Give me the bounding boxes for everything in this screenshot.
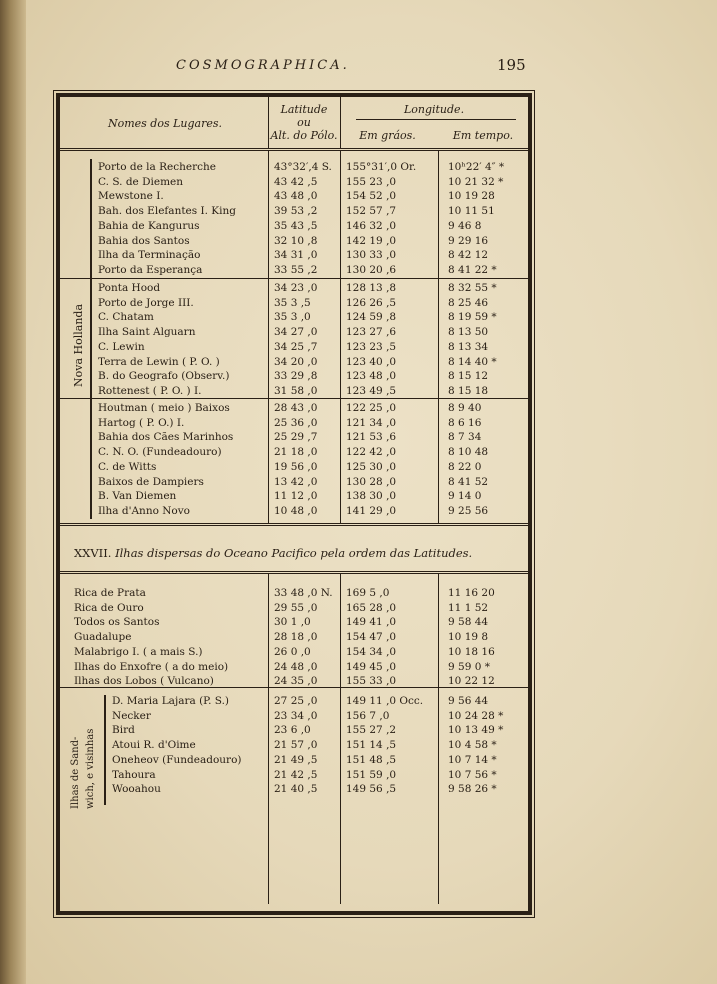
table-row [60,161,528,177]
place-name: Guadalupe [74,631,132,644]
header-em-graos: Em gráos. [359,129,416,142]
table-row [60,176,528,192]
longitude-time-cell: 9 29 16 [448,234,489,247]
longitude-time-cell: 8 22 0 [448,460,482,473]
table-row [60,631,528,647]
longitude-degrees-cell: 156 7 ,0 [346,709,390,722]
latitude-cell: 39 53 ,2 [274,205,318,218]
page-number: 195 [497,56,526,74]
place-name: Malabrigo I. ( a mais S.) [74,645,203,658]
latitude-cell: 34 31 ,0 [274,249,318,262]
latitude-cell: 28 43 ,0 [274,402,318,414]
place-name: Bah. dos Elefantes I. King [98,205,236,218]
header-alt-polo: Alt. do Pólo. [270,129,338,142]
latitude-cell: 34 27 ,0 [274,326,318,339]
latitude-cell: 43 48 ,0 [274,190,318,203]
longitude-degrees-cell: 149 11 ,0 Occ. [346,695,424,707]
latitude-cell: 43°32′,4 S. [274,161,332,173]
place-name: Atoui R. d'Oime [112,739,196,752]
longitude-time-cell: 9 59 0 * [448,660,490,673]
longitude-degrees-cell: 121 53 ,6 [346,431,397,444]
longitude-degrees-cell: 123 49 ,5 [346,384,397,397]
longitude-degrees-cell: 146 32 ,0 [346,219,397,232]
table-row [60,754,528,770]
latitude-cell: 23 34 ,0 [274,709,318,722]
longitude-time-cell: 8 13 50 [448,326,489,339]
header-ou: ou [297,116,311,129]
place-name: Porto da Esperança [98,263,203,276]
table-row [60,220,528,236]
section-number: XXVII. [74,546,112,560]
table-row [60,675,528,691]
latitude-cell: 43 42 ,5 [274,175,318,188]
table-row [60,461,528,477]
place-name: C. de Witts [98,460,157,473]
longitude-time-cell: 10 11 51 [448,205,495,218]
table-row [60,205,528,221]
table-row [60,431,528,447]
longitude-degrees-cell: 138 30 ,0 [346,490,397,503]
longitude-time-cell: 8 15 18 [448,384,489,397]
longitude-time-cell: 11 16 20 [448,587,495,599]
longitude-time-cell: 8 6 16 [448,416,482,429]
place-name: Ilha da Terminação [98,249,201,262]
longitude-degrees-cell: 130 28 ,0 [346,475,397,488]
longitude-time-cell: 8 41 52 [448,475,489,488]
place-name: Rottenest ( P. O. ) I. [98,384,202,397]
table-row [60,710,528,726]
place-name: Bahia dos Santos [98,234,190,247]
table-row [60,297,528,313]
latitude-cell: 21 49 ,5 [274,753,318,766]
longitude-time-cell: 10 7 14 * [448,753,497,766]
longitude-degrees-cell: 123 40 ,0 [346,355,397,368]
longitude-time-cell: 10 19 28 [448,190,495,203]
longitude-time-cell: 9 58 26 * [448,783,497,796]
table-row [60,446,528,462]
table-row [60,783,528,799]
place-name: Bahia dos Cães Marinhos [98,431,234,444]
place-name: B. do Geografo (Observ.) [98,370,230,383]
place-name: C. Lewin [98,340,145,353]
longitude-degrees-cell: 149 56 ,5 [346,783,397,796]
group-label-sandwich-2: wich, e visinhas [85,728,96,809]
latitude-cell: 21 18 ,0 [274,446,318,459]
longitude-time-cell: 10 18 16 [448,645,495,658]
place-name: C. Chatam [98,311,154,324]
group-label-nova-hollanda: Nova Hollanda [72,303,85,387]
latitude-cell: 33 29 ,8 [274,370,318,383]
longitude-time-cell: 9 58 44 [448,616,489,629]
table-row [60,769,528,785]
table-row [60,739,528,755]
longitude-degrees-cell: 154 47 ,0 [346,631,397,644]
longitude-time-cell: 8 10 48 [448,446,489,459]
header-latitude: Latitude [280,103,328,116]
longitude-degrees-cell: 155°31′,0 Or. [346,161,417,173]
latitude-cell: 35 3 ,5 [274,296,311,309]
longitude-time-cell: 8 14 40 * [448,355,497,368]
table-row [60,190,528,206]
longitude-degrees-cell: 123 48 ,0 [346,370,397,383]
longitude-time-cell: 9 25 56 [448,504,489,517]
longitude-degrees-cell: 154 52 ,0 [346,190,397,203]
latitude-cell: 29 55 ,0 [274,601,318,614]
longitude-degrees-cell: 130 20 ,6 [346,263,397,276]
longitude-time-cell: 10 7 56 * [448,768,497,781]
place-name: D. Maria Lajara (P. S.) [112,695,230,707]
longitude-degrees-cell: 122 42 ,0 [346,446,397,459]
latitude-cell: 21 57 ,0 [274,739,318,752]
latitude-cell: 21 40 ,5 [274,783,318,796]
longitude-degrees-cell: 149 45 ,0 [346,660,397,673]
place-name: Rica de Prata [74,587,146,599]
latitude-cell: 34 25 ,7 [274,340,318,353]
longitude-degrees-cell: 149 41 ,0 [346,616,397,629]
table-row [60,616,528,632]
place-name: Ilhas dos Lobos ( Vulcano) [74,675,214,688]
latitude-cell: 34 20 ,0 [274,355,318,368]
latitude-cell: 11 12 ,0 [274,490,318,503]
longitude-time-cell: 9 14 0 [448,490,482,503]
place-name: Todos os Santos [74,616,160,629]
place-name: Mewstone I. [98,190,164,203]
latitude-cell: 28 18 ,0 [274,631,318,644]
place-name: Tahoura [112,768,156,781]
header-longitude: Longitude. [403,103,465,116]
table-row [60,490,528,506]
longitude-degrees-cell: 121 34 ,0 [346,416,397,429]
latitude-cell: 24 48 ,0 [274,660,318,673]
longitude-degrees-cell: 151 59 ,0 [346,768,397,781]
longitude-degrees-cell: 123 27 ,6 [346,326,397,339]
longitude-degrees-cell: 128 13 ,8 [346,282,397,294]
place-name: Hartog ( P. O.) I. [98,416,185,429]
longitude-time-cell: 8 7 34 [448,431,482,444]
running-head: COSMOGRAPHICA. [176,58,350,73]
latitude-cell: 10 48 ,0 [274,504,318,517]
table-row [60,264,528,280]
longitude-time-cell: 9 46 8 [448,219,482,232]
longitude-time-cell: 9 56 44 [448,695,489,707]
place-name: B. Van Diemen [98,490,177,503]
longitude-time-cell: 10 21 32 * [448,175,504,188]
place-name: Ilha d'Anno Novo [98,504,191,517]
latitude-cell: 34 23 ,0 [274,282,318,294]
longitude-degrees-cell: 154 34 ,0 [346,645,397,658]
longitude-degrees-cell: 141 29 ,0 [346,504,397,517]
header-em-tempo: Em tempo. [452,129,514,142]
longitude-degrees-cell: 169 5 ,0 [346,587,390,599]
latitude-cell: 31 58 ,0 [274,384,318,397]
latitude-cell: 35 43 ,5 [274,219,318,232]
place-name: Bird [112,724,135,737]
longitude-time-cell: 8 13 34 [448,340,489,353]
longitude-time-cell: 11 1 52 [448,601,489,614]
table-row [60,326,528,342]
longitude-time-cell: 8 15 12 [448,370,489,383]
place-name: Bahia de Kangurus [98,219,200,232]
longitude-degrees-cell: 124 59 ,8 [346,311,397,324]
longitude-time-cell: 8 32 55 * [448,282,497,294]
longitude-time-cell: 10 4 58 * [448,739,497,752]
table-row [60,235,528,251]
table-row [60,370,528,386]
place-name: Ilha Saint Alguarn [98,326,196,339]
table-row [60,587,528,603]
place-name: Wooahou [112,783,161,796]
place-name: Porto de la Recherche [98,161,216,173]
latitude-cell: 24 35 ,0 [274,675,318,688]
table-row [60,417,528,433]
longitude-degrees-cell: 123 23 ,5 [346,340,397,353]
longitude-degrees-cell: 122 25 ,0 [346,402,397,414]
place-name: Rica de Ouro [74,601,144,614]
table-row [60,724,528,740]
latitude-cell: 27 25 ,0 [274,695,318,707]
place-name: Porto de Jorge III. [98,296,194,309]
table-row [60,385,528,401]
latitude-cell: 26 0 ,0 [274,645,311,658]
table-row [60,356,528,372]
longitude-degrees-cell: 142 19 ,0 [346,234,397,247]
latitude-cell: 33 48 ,0 N. [274,587,333,599]
place-name: Ilhas do Enxofre ( a do meio) [74,660,229,673]
place-name: C. N. O. (Fundeadouro) [98,446,222,459]
place-name: Baixos de Dampiers [98,475,204,488]
coordinates-table [56,93,532,915]
longitude-time-cell: 8 42 12 [448,249,489,262]
longitude-time-cell: 8 41 22 * [448,263,497,276]
latitude-cell: 30 1 ,0 [274,616,311,629]
table-row [60,282,528,298]
table-row [60,646,528,662]
longitude-degrees-cell: 152 57 ,7 [346,205,397,218]
longitude-degrees-cell: 155 27 ,2 [346,724,397,737]
longitude-time-cell: 10 13 49 * [448,724,504,737]
place-name: Oneheov (Fundeadouro) [112,753,242,766]
latitude-cell: 33 55 ,2 [274,263,318,276]
table-row [60,249,528,265]
table-row [60,476,528,492]
place-name: Houtman ( meio ) Baixos [98,402,230,414]
longitude-degrees-cell: 125 30 ,0 [346,460,397,473]
latitude-cell: 25 36 ,0 [274,416,318,429]
table-row [60,505,528,521]
table-row [60,661,528,677]
table-row [60,402,528,418]
group-label-sandwich-1: Ilhas de Sand- [70,736,81,809]
table-row [60,311,528,327]
table-header [60,97,528,151]
longitude-time-cell: 8 25 46 [448,296,489,309]
latitude-cell: 35 3 ,0 [274,311,311,324]
section-title [74,546,472,560]
latitude-cell: 32 10 ,8 [274,234,318,247]
place-name: Necker [112,709,151,722]
longitude-degrees-cell: 130 33 ,0 [346,249,397,262]
longitude-degrees-cell: 155 23 ,0 [346,175,397,188]
longitude-time-cell: 10 19 8 [448,631,489,644]
longitude-degrees-cell: 155 33 ,0 [346,675,397,688]
longitude-time-cell: 10 22 12 [448,675,495,688]
longitude-degrees-cell: 151 14 ,5 [346,739,397,752]
longitude-time-cell: 8 19 59 * [448,311,497,324]
place-name: Terra de Lewin ( P. O. ) [98,355,220,368]
table-row [60,602,528,618]
latitude-cell: 25 29 ,7 [274,431,318,444]
page-gutter [0,0,26,984]
longitude-time-cell: 10ʰ22′ 4″ * [448,161,505,173]
longitude-time-cell: 8 9 40 [448,402,482,414]
longitude-degrees-cell: 126 26 ,5 [346,296,397,309]
longitude-time-cell: 10 24 28 * [448,709,504,722]
latitude-cell: 19 56 ,0 [274,460,318,473]
latitude-cell: 21 42 ,5 [274,768,318,781]
longitude-degrees-cell: 165 28 ,0 [346,601,397,614]
section-heading: Ilhas dispersas do Oceano Pacifico pela ordem das Latitudes. [115,546,473,560]
table-row [60,341,528,357]
place-name: C. S. de Diemen [98,175,184,188]
latitude-cell: 23 6 ,0 [274,724,311,737]
longitude-degrees-cell: 151 48 ,5 [346,753,397,766]
header-names: Nomes dos Lugares. [107,117,223,130]
latitude-cell: 13 42 ,0 [274,475,318,488]
place-name: Ponta Hood [98,282,161,294]
table-row [60,695,528,711]
